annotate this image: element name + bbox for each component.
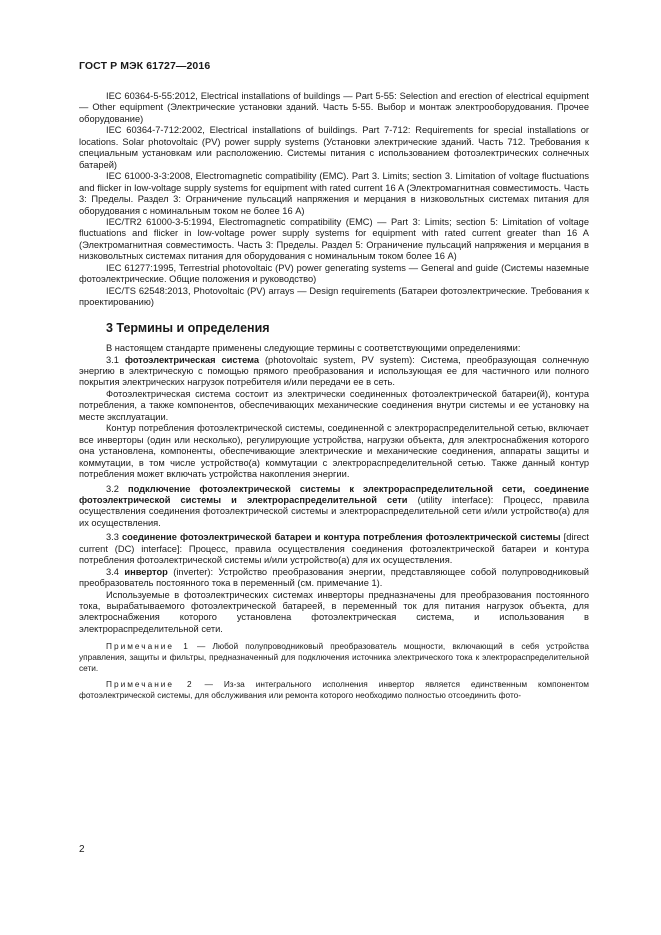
- reference-item: IEC/TS 62548:2013, Photovoltaic (PV) arrays — Design requirements (Батареи фотоэлектрические. Требования к проектированию): [79, 285, 589, 308]
- reference-item: IEC 60364-7-712:2002, Electrical installations of buildings. Part 7-712: Requirements for special installations or locations. Solar photovoltaic (PV) power supply systems (Установки электрические зданий. Часть 712. Требования к специальным установкам или расположению. Системы питания с использованием фотоэлектрических солнечных батарей): [79, 125, 589, 170]
- page-number: 2: [79, 844, 85, 855]
- term-name: фотоэлектрическая система: [124, 354, 260, 365]
- paragraph: Используемые в фотоэлектрических системах инверторы предназначены для преобразования постоянного тока, вырабатываемого фотоэлектрической батареей, в переменный ток для питания нагрузок объекта, для электроснабжения которого установлена фотоэлектрическая система, и использования в электрораспределительной сети.: [79, 589, 589, 634]
- note-label: Примечание 2: [106, 679, 194, 690]
- paragraph: Контур потребления фотоэлектрической системы, соединенной с электрораспределительной сетью, включает все инверторы (один или несколько), регулирующие устройства, нагрузки объекта, для электроснабжения которого она установлена, компоненты, обеспечивающие электрические и механические соединения, аппараты защиты и коммутации, в том числе устройство(а) коммутации с электрораспределительной сетью. Также данный контур потребления может включать устройства накопления энергии.: [79, 423, 589, 480]
- term-name: соединение фотоэлектрической батареи и контура потребления фотоэлектрической системы: [122, 532, 561, 543]
- term-text: (photovoltaic system, PV system): Система, преобразующая солнечную энергию в электрическую с помощью прямого преобразования и использующая ее для частичного или полного покрытия электрических нагрузок потребителя и/или передачи ее в сеть.: [79, 354, 589, 388]
- term-definition-3-4: [79, 567, 589, 590]
- note-text: — Из-за интегрального исполнения инвертор является единственным компонентом фотоэлектрической системы, для обслуживания или ремонта которого необходимо полностью отсоединить фото-: [79, 679, 590, 700]
- note-text: — Любой полупроводниковый преобразователь мощности, включающий в себя устройства управления, защиты и фильтры, предназначенный для подключения источника электрического тока к электрораспределительной сети.: [79, 641, 589, 673]
- term-definition-3-2: [79, 484, 589, 530]
- term-text: (inverter): Устройство преобразования энергии, представляющее собой полупроводниковый преобразователь постоянного тока в переменный (см. примечание 1).: [79, 566, 589, 589]
- term-number: 3.1: [106, 354, 119, 365]
- note-2: [79, 679, 589, 700]
- section-heading: 3 Термины и определения: [106, 320, 270, 335]
- note-label: Примечание 1: [106, 641, 190, 652]
- term-number: 3.4: [106, 566, 119, 577]
- term-text: [direct current (DC) interface]: Процесс, правила осуществления соединения фотоэлектрической батареи и контура потребления фотоэлектрической системы и/или устройство(а) для их осуществления.: [79, 532, 589, 566]
- reference-item: IEC/TR2 61000-3-5:1994, Electromagnetic compatibility (EMC) — Part 3: Limits; section 5: Limitation of voltage fluctuations and flicker in low-voltage power supply systems for equipment with rated current greater than 16 A (Электромагнитная совместимость. Часть 3: Пределы. Раздел 5: Ограничение пульсаций напряжения и мерцания в низковольтных системах питания для оборудования с номинальным током более 16 А): [79, 216, 589, 262]
- section-intro: В настоящем стандарте применены следующие термины с соответствующими определениями:: [106, 343, 521, 354]
- reference-item: IEC 60364-5-55:2012, Electrical installations of buildings — Part 5-55: Selection and erection of electrical equipment — Other equipment (Электрические установки зданий. Часть 5-55. Выбор и монтаж электрооборудования. Прочее оборудование): [79, 91, 589, 124]
- term-text: (utility interface): Процесс, правила осуществления соединения фотоэлектрической системы и электрораспределительной сети и/или устройство(а) для их осуществления.: [79, 494, 590, 528]
- paragraph: Фотоэлектрическая система состоит из электрически соединенных фотоэлектрической батареи(й), контура потребления, а также компонентов, обеспечивающих механические соединения внутри системы и ее установку на месте эксплуатации.: [79, 388, 589, 422]
- term-number: 3.2: [106, 483, 119, 494]
- term-number: 3.3: [106, 532, 119, 543]
- document-header: ГОСТ Р МЭК 61727—2016: [79, 60, 211, 72]
- term-definition-3-3: [79, 532, 589, 566]
- reference-item: IEC 61000-3-3:2008, Electromagnetic compatibility (EMC). Part 3. Limits; section 3. Limitation of voltage fluctuations and flicker in low-voltage supply systems for equipment with rated current 16 A (Электромагнитная совместимость. Часть 3: Пределы. Раздел 3: Ограничение пульсаций напряжения и мерцания в низковольтных системах питания для оборудования с номинальным током не более 16 А): [79, 171, 589, 216]
- term-name: инвертор: [124, 566, 168, 577]
- note-1: [79, 641, 589, 673]
- reference-item: IEC 61277:1995, Terrestrial photovoltaic (PV) power generating systems — General and guide (Системы наземные фотоэлектрические. Общие положения и руководство): [79, 262, 589, 285]
- term-name: подключение фотоэлектрической системы к электрораспределительной сети, соединение фотоэлектрической системы и электрораспределительной сети: [79, 483, 589, 505]
- term-definition-3-1: [79, 355, 589, 389]
- page-body: [79, 91, 589, 700]
